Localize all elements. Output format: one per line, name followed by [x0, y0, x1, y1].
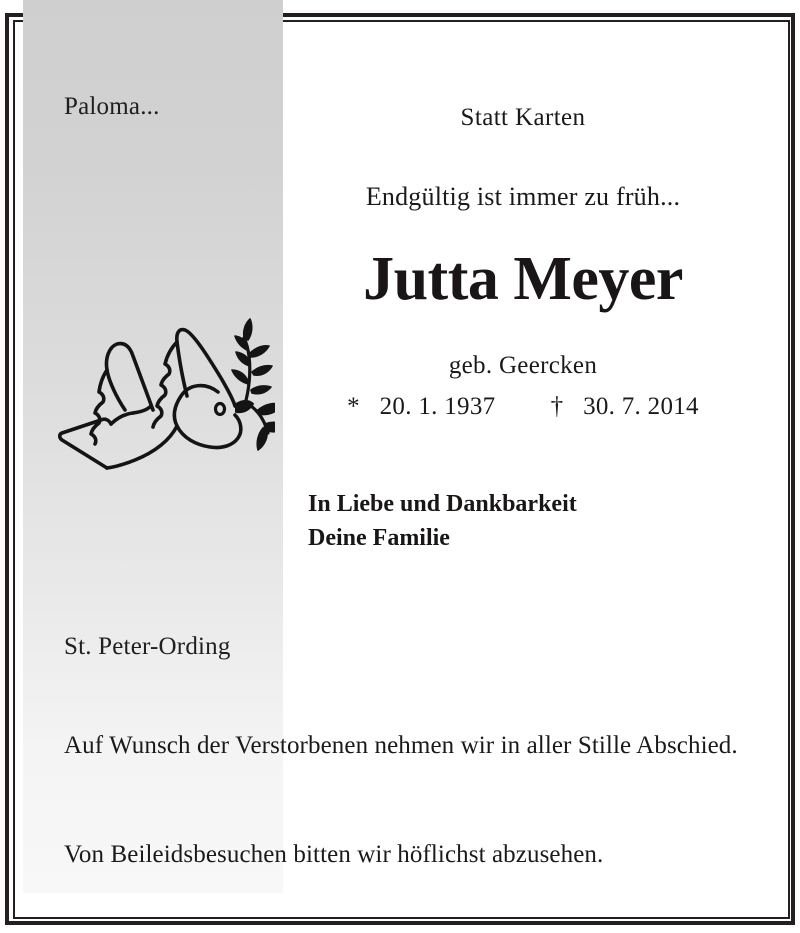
footer-note-1: Auf Wunsch der Verstorbenen nehmen wir in aller Stille Abschied. [64, 732, 738, 759]
dedication-line-2: Deine Familie [308, 525, 450, 552]
footer-note-2: Von Beileidsbesuchen bitten wir höflichst abzusehen. [64, 841, 604, 868]
death-symbol: † [550, 393, 564, 420]
birth-symbol: * [347, 393, 360, 420]
maiden-name: geb. Geercken [448, 352, 598, 379]
peace-dove-icon [55, 300, 275, 500]
dedication-line-1: In Liebe und Dankbarkeit [308, 491, 577, 517]
dedication-block [308, 487, 748, 555]
preface-text: Statt Karten [460, 104, 586, 131]
deceased-name: Jutta Meyer [363, 245, 683, 313]
subtitle-text: Endgültig ist immer zu früh... [365, 182, 681, 211]
nickname-text: Paloma... [64, 93, 160, 120]
life-dates [283, 393, 763, 421]
death-date: 30. 7. 2014 [583, 393, 699, 420]
place-text: St. Peter-Ording [64, 633, 231, 660]
birth-date: 20. 1. 1937 [379, 393, 496, 420]
